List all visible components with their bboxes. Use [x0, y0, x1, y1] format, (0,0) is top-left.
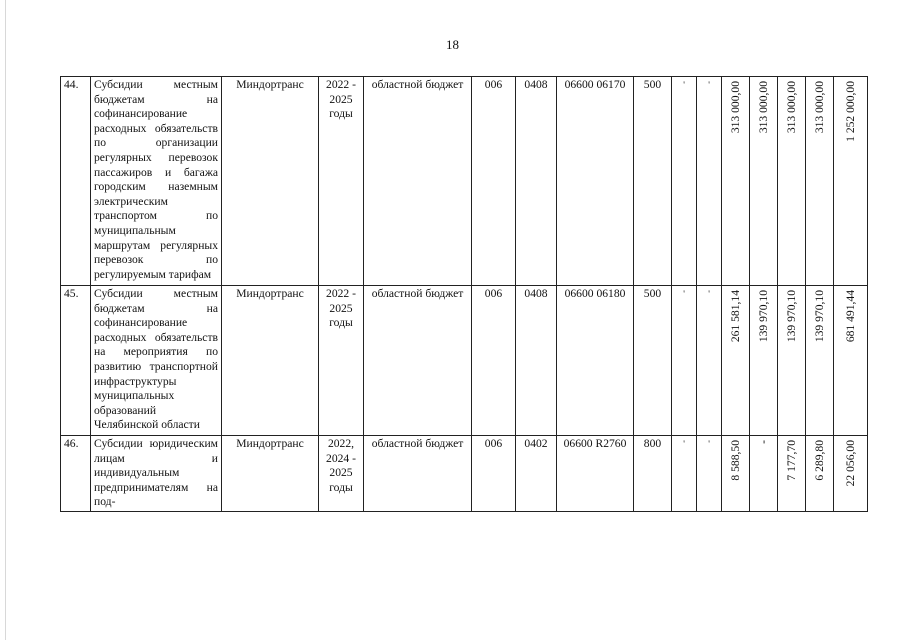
target-article-cell: 06600 06180: [557, 286, 634, 436]
period-cell: 2022 - 2025 годы: [319, 286, 364, 436]
amount-year-2-cell: [750, 436, 778, 512]
amount-year-1-cell-text: 313 000,00: [728, 81, 742, 134]
amount-year-1-cell: [722, 436, 750, 512]
total-amount-cell-text: 1 252 000,00: [843, 81, 857, 142]
table-row: [61, 436, 868, 512]
measure-name-cell: Субсидии местным бюджетам на софинансирование расходных обязательств на мероприятия по развитию транспортной инфраструктуры муниципальных образований Челябинской области: [91, 286, 222, 436]
mark-cell: ': [697, 77, 722, 286]
grbs-code-cell: 006: [472, 286, 516, 436]
target-article-cell: 06600 R2760: [557, 436, 634, 512]
budget-source-cell: областной бюджет: [364, 286, 472, 436]
executor-cell: Миндортранс: [222, 77, 319, 286]
page-margin-line: [5, 0, 6, 640]
total-amount-cell: [834, 286, 868, 436]
amount-year-1-cell-text: 261 581,14: [728, 290, 742, 343]
table-row: [61, 77, 868, 286]
expense-type-cell: 500: [634, 77, 672, 286]
amount-year-1-cell: [722, 77, 750, 286]
amount-year-4-cell-text: 6 289,80: [812, 440, 826, 481]
amount-year-3-cell-text: 313 000,00: [784, 81, 798, 134]
amount-year-4-cell-text: 139 970,10: [812, 290, 826, 343]
amount-year-4-cell: [806, 286, 834, 436]
amount-year-3-cell: [778, 436, 806, 512]
amount-year-2-cell-text: 139 970,10: [756, 290, 770, 343]
mark-cell: ': [697, 436, 722, 512]
amount-year-1-cell: [722, 286, 750, 436]
expense-type-cell: 500: [634, 286, 672, 436]
row-number-cell: 46.: [61, 436, 91, 512]
table-row: [61, 286, 868, 436]
section-code-cell: 0408: [516, 286, 557, 436]
total-amount-cell-text: 681 491,44: [843, 290, 857, 343]
amount-year-3-cell-text: 139 970,10: [784, 290, 798, 343]
measure-name-cell: Субсидии юридическим лицам и индивидуальным предпринимателям на под-: [91, 436, 222, 512]
amount-year-2-cell-text: 313 000,00: [756, 81, 770, 134]
section-code-cell: 0402: [516, 436, 557, 512]
row-number-cell: 44.: [61, 77, 91, 286]
measure-name-cell: Субсидии местным бюджетам на софинансирование расходных обязательств по организации регулярных перевозок пассажиров и багажа городским наземным электрическим транспортом по муниципальным маршрутам регулярных перевозок по регулируемым тарифам: [91, 77, 222, 286]
total-amount-cell: [834, 77, 868, 286]
amount-year-4-cell-text: 313 000,00: [812, 81, 826, 134]
mark-cell: ': [672, 77, 697, 286]
executor-cell: Миндортранс: [222, 286, 319, 436]
grbs-code-cell: 006: [472, 77, 516, 286]
target-article-cell: 06600 06170: [557, 77, 634, 286]
mark-cell: ': [672, 286, 697, 436]
budget-source-cell: областной бюджет: [364, 77, 472, 286]
section-code-cell: 0408: [516, 77, 557, 286]
page-number: 18: [446, 37, 459, 52]
mark-cell: ': [672, 436, 697, 512]
amount-year-3-cell-text: 7 177,70: [784, 440, 798, 481]
total-amount-cell: [834, 436, 868, 512]
budget-source-cell: областной бюджет: [364, 436, 472, 512]
period-cell: 2022 - 2025 годы: [319, 77, 364, 286]
budget-table: [60, 76, 868, 512]
expense-type-cell: 800: [634, 436, 672, 512]
amount-year-2-cell: [750, 286, 778, 436]
amount-year-2-cell: [750, 77, 778, 286]
grbs-code-cell: 006: [472, 436, 516, 512]
amount-year-3-cell: [778, 286, 806, 436]
mark-cell: ': [697, 286, 722, 436]
period-cell: 2022, 2024 - 2025 годы: [319, 436, 364, 512]
amount-year-2-cell-text: -: [756, 440, 770, 444]
amount-year-1-cell-text: 8 588,50: [728, 440, 742, 481]
amount-year-4-cell: [806, 436, 834, 512]
amount-year-4-cell: [806, 77, 834, 286]
executor-cell: Миндортранс: [222, 436, 319, 512]
total-amount-cell-text: 22 056,00: [843, 440, 857, 487]
row-number-cell: 45.: [61, 286, 91, 436]
amount-year-3-cell: [778, 77, 806, 286]
